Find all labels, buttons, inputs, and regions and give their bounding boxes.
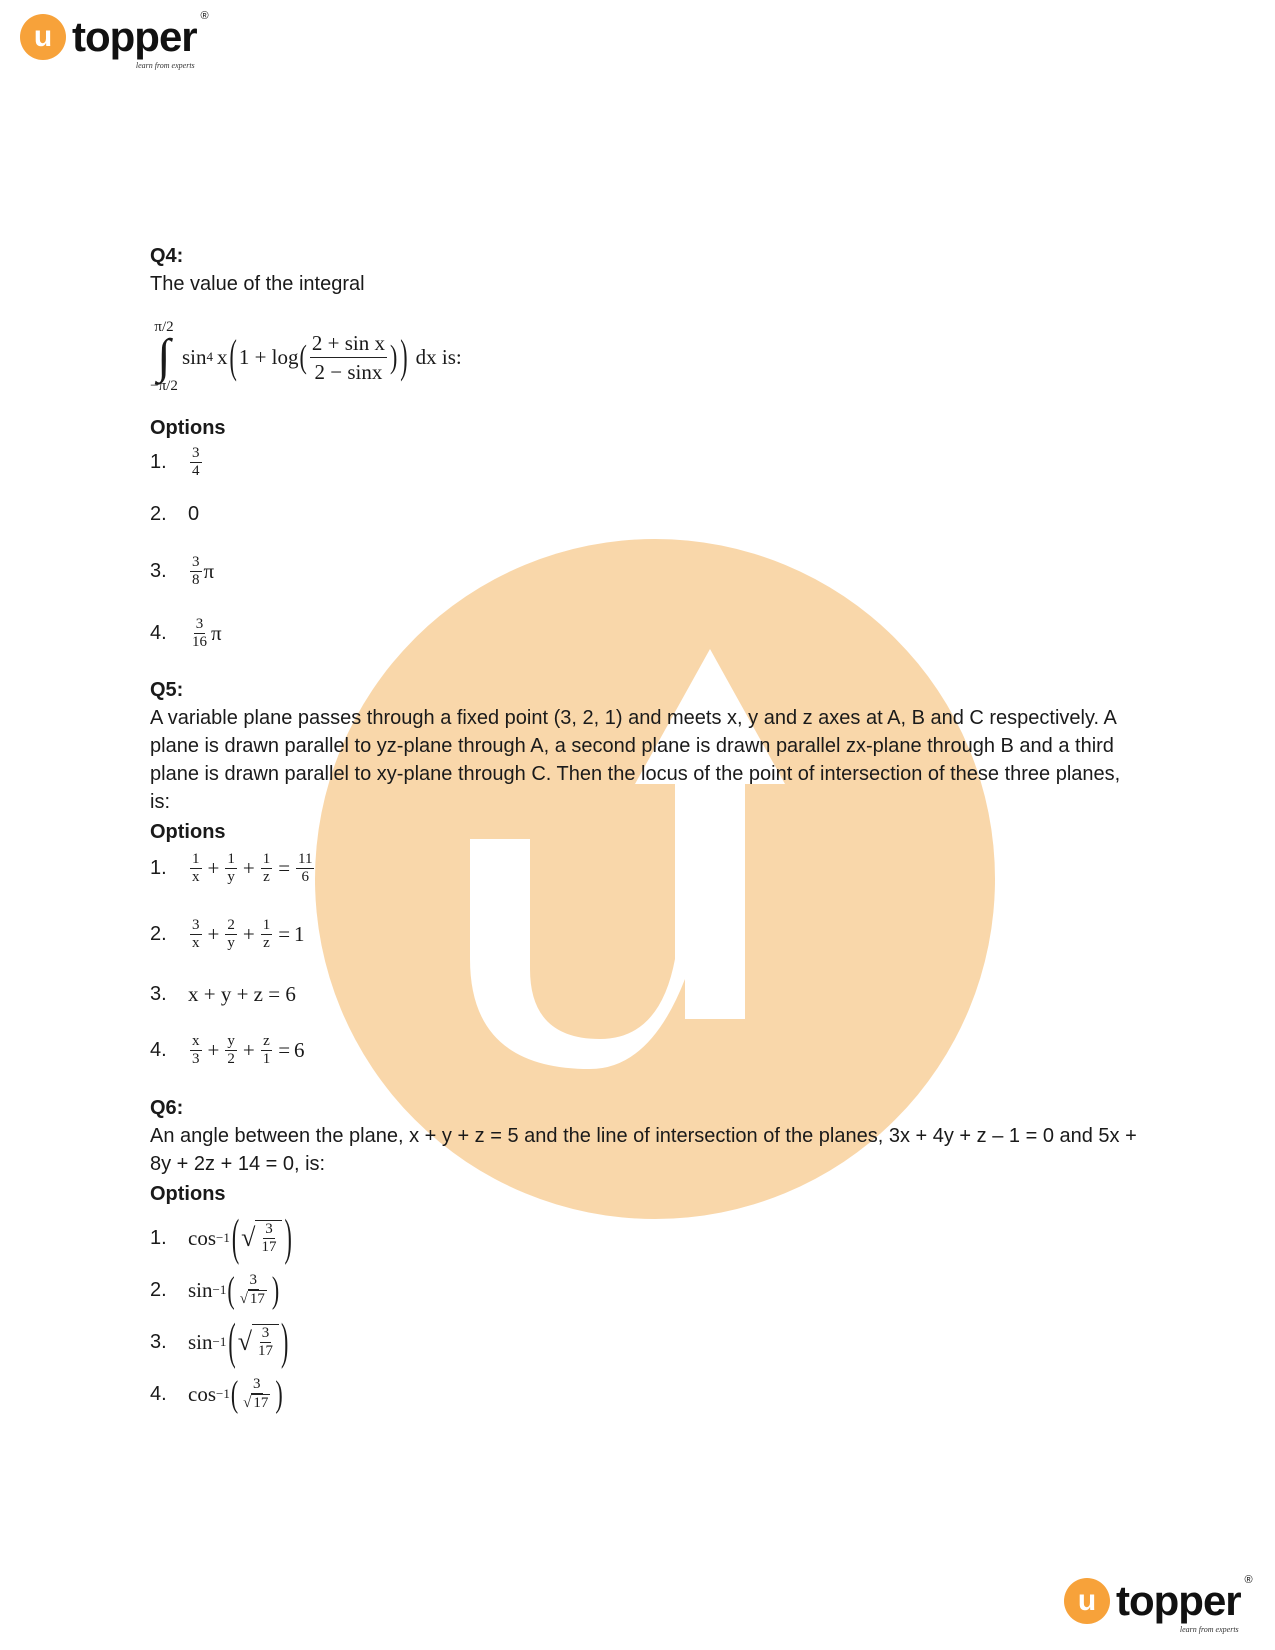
q4-option-2[interactable]: 2. 0 bbox=[150, 503, 200, 525]
q5-text: A variable plane passes through a fixed point (3, 2, 1) and meets x, y and z axes at A, B and C respectively. A plane is drawn parallel to yz-plane through A, a second plane is drawn parallel zx-plane through B and a third plane is drawn parallel to xy-plane through C. Then the locus of the point of intersection of these three planes, is: bbox=[150, 707, 1121, 813]
question-sheet bbox=[150, 242, 1140, 1416]
integrand-fraction: $\frac{\text{2 + sin x}}{2 - \sin x}$ bbox=[311, 330, 385, 384]
integrand-power: 4 bbox=[206, 349, 214, 364]
q6-option-3[interactable]: 3. sin −1 ( √ $\frac{3}{17}$ ) bbox=[150, 1312, 289, 1370]
integral-tail: dx is: bbox=[415, 345, 462, 369]
integral-sign-icon: ∫ bbox=[157, 330, 171, 383]
q6-option-1[interactable]: 1. cos −1 ( √ $\frac{3}{17}$ ) bbox=[150, 1208, 292, 1266]
brand-logo-footer bbox=[1064, 1574, 1253, 1634]
q6-option-4[interactable]: 4. cos −1 ( 3 √ 17 ) bbox=[150, 1371, 283, 1415]
q4-option-1[interactable]: 1. $\frac{3}{4}$ bbox=[150, 444, 200, 479]
q6-text: An angle between the plane, x + y + z = 5 and the line of intersection of the planes, 3x + 4y + z – 1 = 0 and 5x + 8y + 2z + 14 = 0, is: bbox=[150, 1125, 1137, 1175]
integral-upper-limit: π/2 bbox=[154, 319, 174, 335]
brand-name: topper bbox=[72, 13, 197, 60]
integrand-log: 1 + log bbox=[238, 345, 299, 369]
brand-mark-icon: u bbox=[1064, 1578, 1110, 1624]
q5-heading: Q5: bbox=[150, 679, 184, 701]
registered-mark: ® bbox=[1244, 1574, 1253, 1586]
q6-heading: Q6: bbox=[150, 1097, 184, 1119]
q6-options-heading: Options bbox=[150, 1183, 226, 1205]
q4-option-4[interactable]: 4. $\frac{3}{16}$ π bbox=[150, 615, 222, 650]
brand-tagline: learn from experts bbox=[1179, 1625, 1239, 1634]
q5-option-2[interactable]: 2. $\frac{3}{x}$ + $\frac{2}{y}$ + $\frac{1}{z}$ = 1 bbox=[150, 916, 305, 951]
brand-mark-icon: u bbox=[20, 14, 66, 60]
q6-option-2[interactable]: 2. sin −1 ( 3 √ 17 ) bbox=[150, 1267, 280, 1311]
q5-option-4[interactable]: 4. $\frac{x}{3}$ + $\frac{y}{2}$ + $\frac{z}{1}$ = 6 bbox=[150, 1032, 305, 1067]
integrand-var: x bbox=[217, 345, 228, 369]
q4-integral: π/2 ∫ −π/2 sin 4 x ( 1 + log ( $\frac{\text{2 + sin x}}{2 - \sin x}$ ) ) dx is: bbox=[150, 319, 462, 394]
q5-option-3[interactable]: 3. x + y + z = 6 bbox=[150, 982, 296, 1006]
brand-logo bbox=[20, 10, 209, 70]
brand-tagline: learn from experts bbox=[135, 61, 195, 70]
integrand-fn: sin bbox=[182, 345, 207, 369]
registered-mark: ® bbox=[200, 10, 209, 22]
brand-name: topper bbox=[1116, 1577, 1241, 1624]
q4-option-3[interactable]: 3. $\frac{3}{8}$ π bbox=[150, 553, 215, 588]
q5-option-1[interactable]: 1. $\frac{1}{x}$ + $\frac{1}{y}$ + $\frac{1}{z}$ = $\frac{11}{6}$ bbox=[150, 850, 313, 885]
q4-text: The value of the integral bbox=[150, 273, 365, 295]
q4-options-heading: Options bbox=[150, 417, 226, 439]
q4-heading: Q4: bbox=[150, 245, 184, 267]
q5-options-heading: Options bbox=[150, 821, 226, 843]
integral-lower-limit: −π/2 bbox=[150, 378, 178, 394]
